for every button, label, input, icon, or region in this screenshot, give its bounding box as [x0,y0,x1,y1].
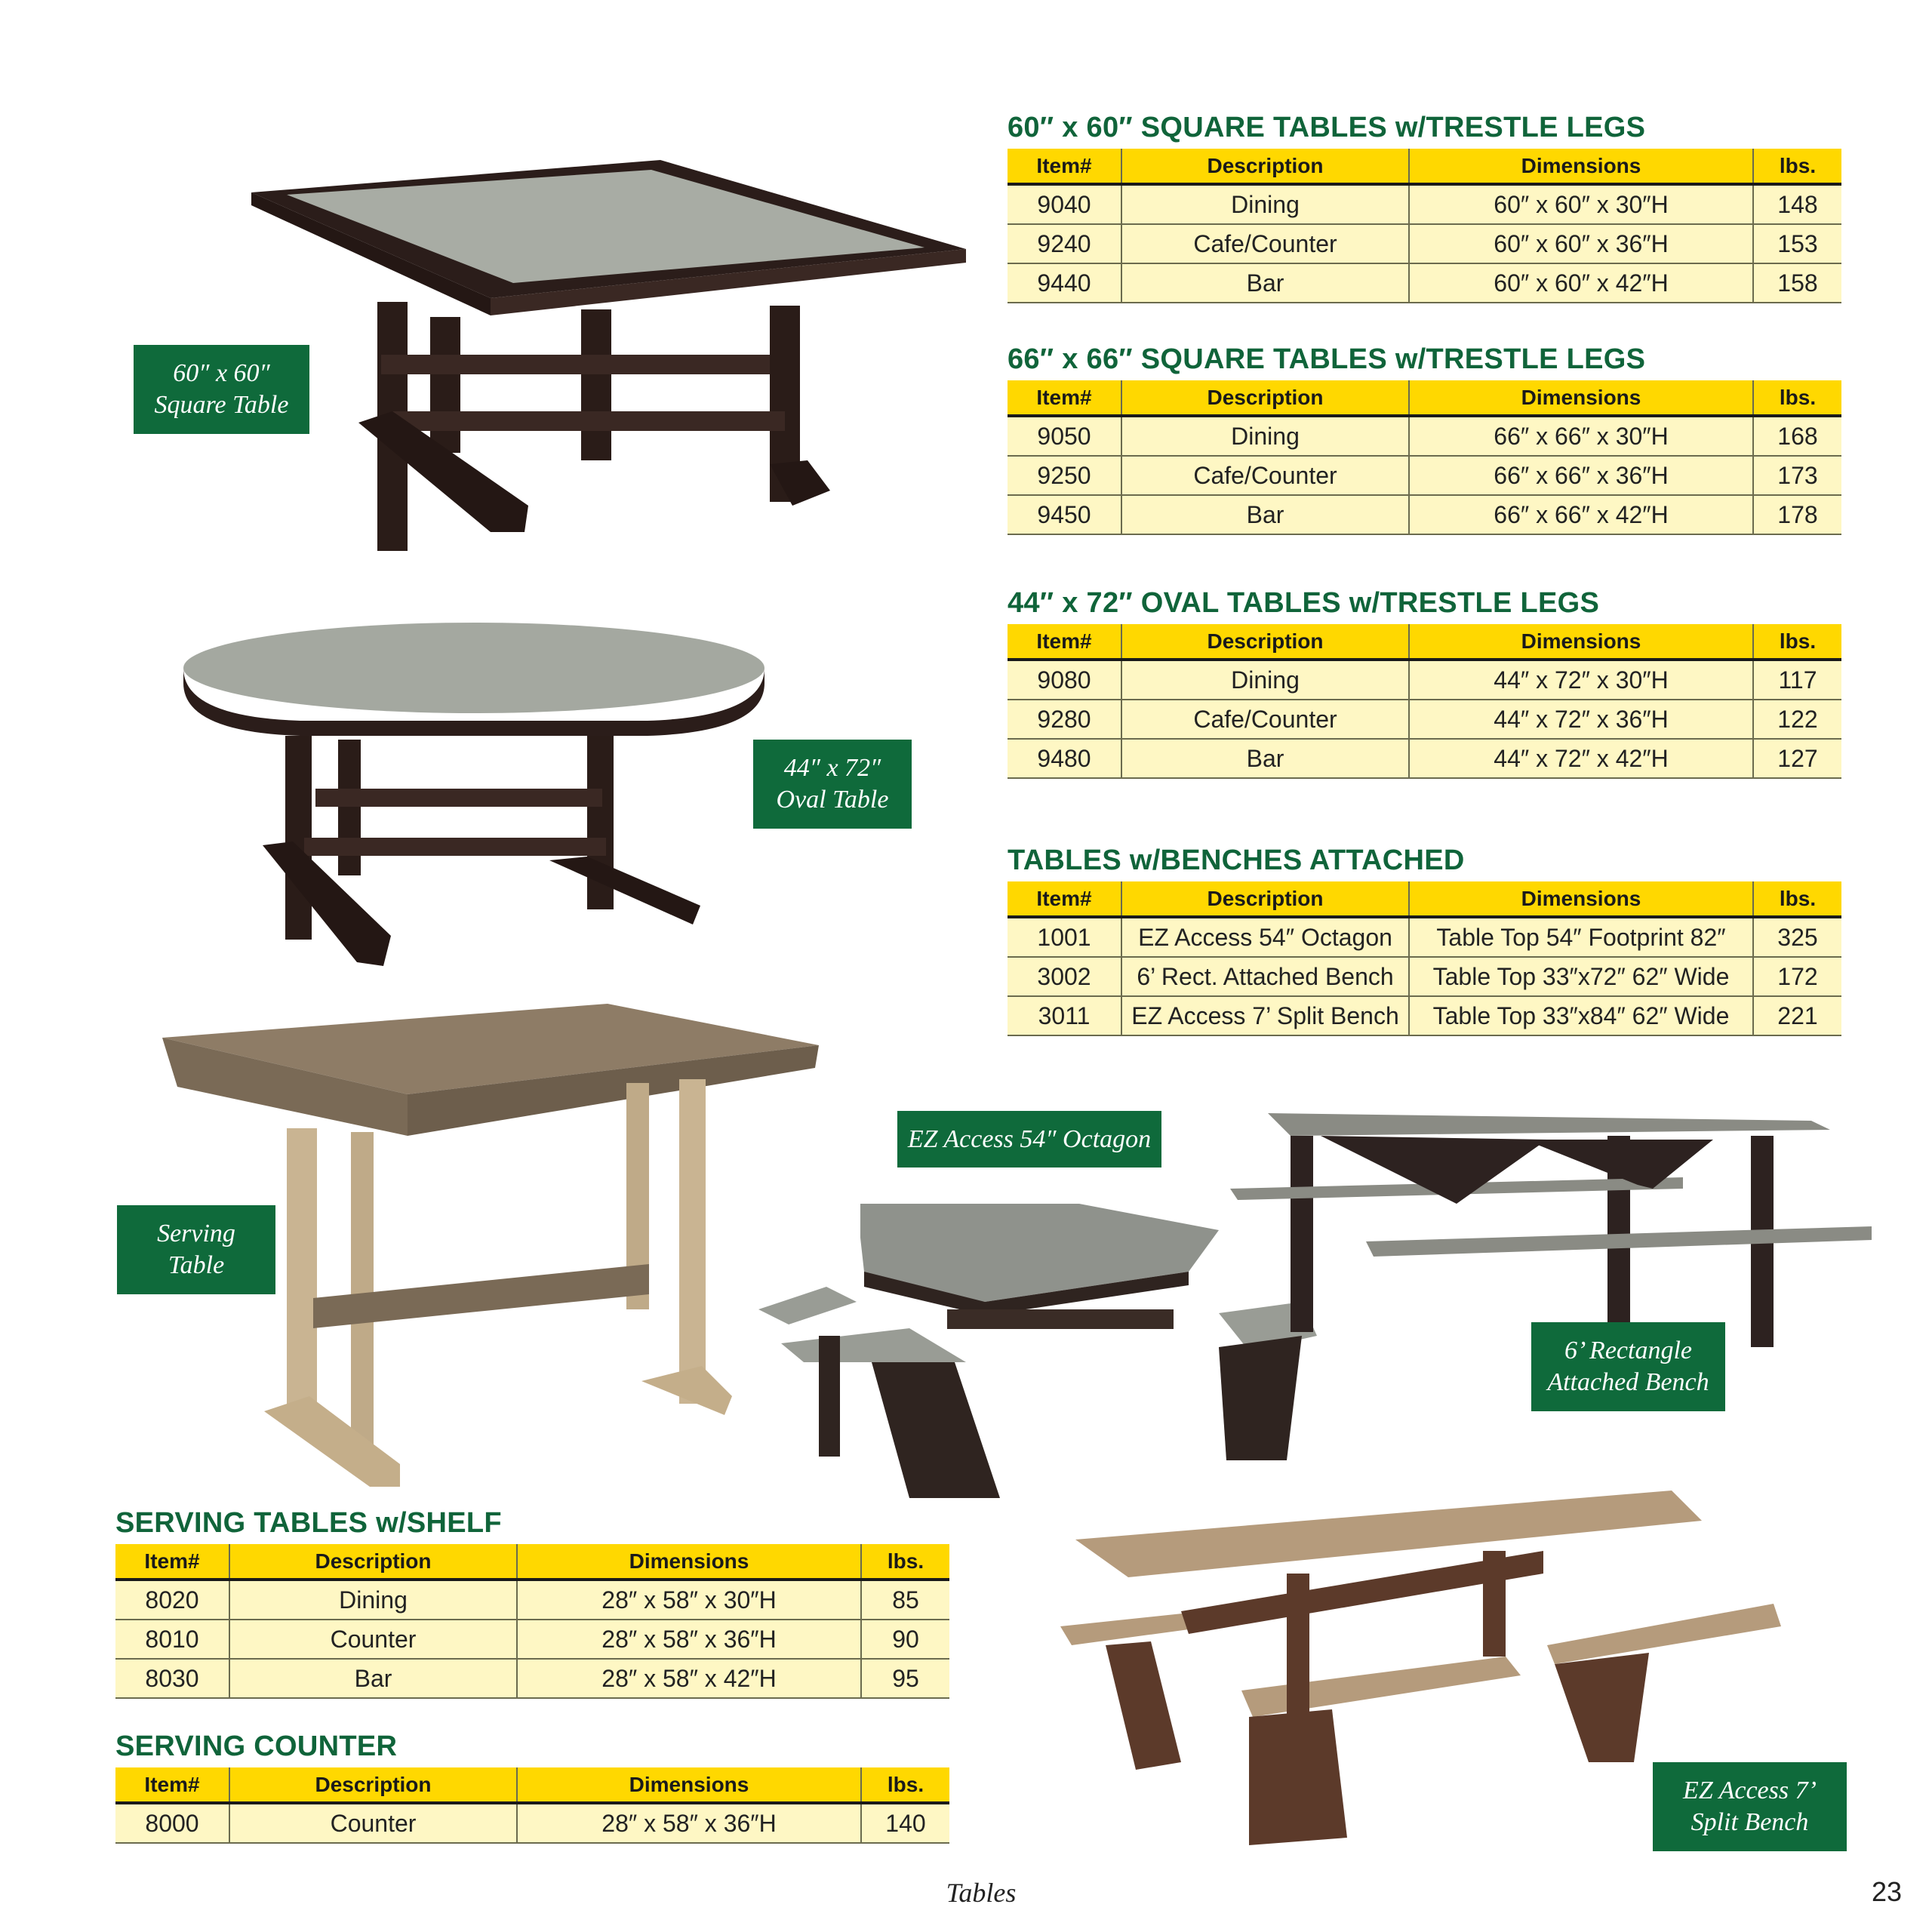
table-row [1008,416,1841,456]
description-cell: Bar [1121,495,1409,534]
item-header: Item# [115,1544,229,1580]
caption-square-table [134,345,309,434]
caption-line: Square Table [154,391,289,419]
item-header: Item# [1008,380,1121,416]
spec-table [1008,380,1841,535]
dimensions-cell: 66″ x 66″ x 36″H [1409,456,1753,495]
item-number-cell: 9480 [1008,739,1121,778]
dimensions-header: Dimensions [1409,881,1753,917]
item-number-cell: 9280 [1008,700,1121,739]
weight-cell: 173 [1753,456,1841,495]
table-row [115,1620,949,1659]
table-row [1008,957,1841,996]
item-header: Item# [1008,149,1121,184]
item-number-cell: 3002 [1008,957,1121,996]
section-benches-attached [1008,840,1841,1036]
table-header-row [115,1544,949,1580]
item-number-cell: 3011 [1008,996,1121,1035]
dimensions-cell: 28″ x 58″ x 36″H [517,1620,861,1659]
caption-line: Attached Bench [1547,1368,1709,1396]
item-number-cell: 9450 [1008,495,1121,534]
dimensions-cell: 28″ x 58″ x 36″H [517,1803,861,1843]
table-row [1008,917,1841,957]
table-header-row [1008,881,1841,917]
item-header: Item# [115,1767,229,1803]
section-title: SERVING COUNTER [115,1730,398,1762]
caption-line: Split Bench [1690,1808,1809,1836]
section-square-60 [1008,107,1841,303]
lbs-header: lbs. [861,1544,949,1580]
page-number: 23 [1871,1876,1902,1907]
description-cell: Bar [1121,263,1409,303]
table-row [1008,184,1841,224]
table-header-row [1008,149,1841,184]
caption-octagon [897,1111,1161,1168]
weight-cell: 153 [1753,224,1841,263]
lbs-header: lbs. [1753,624,1841,660]
dimensions-header: Dimensions [1409,149,1753,184]
dimensions-cell: 44″ x 72″ x 30″H [1409,660,1753,700]
oval-table-photo [180,619,776,974]
dimensions-header: Dimensions [1409,624,1753,660]
dimensions-cell: 28″ x 58″ x 30″H [517,1580,861,1620]
caption-line: EZ Access 54″ Octagon [907,1124,1152,1153]
description-cell: Counter [229,1620,517,1659]
weight-cell: 140 [861,1803,949,1843]
description-cell: Dining [1121,416,1409,456]
caption-line: Oval Table [776,786,889,814]
description-cell: Dining [1121,660,1409,700]
weight-cell: 122 [1753,700,1841,739]
square-table-photo [242,151,974,574]
caption-line: Table [168,1251,225,1279]
caption-split-bench [1653,1762,1847,1851]
table-row [1008,224,1841,263]
weight-cell: 325 [1753,917,1841,957]
caption-rectangle-bench [1531,1322,1725,1411]
item-header: Item# [1008,624,1121,660]
description-cell: Bar [1121,739,1409,778]
caption-line: 44″ x 72″ [783,754,881,782]
dimensions-cell: 60″ x 60″ x 36″H [1409,224,1753,263]
table-row [115,1803,949,1843]
weight-cell: 90 [861,1620,949,1659]
section-square-66 [1008,339,1841,535]
description-cell: Cafe/Counter [1121,456,1409,495]
weight-cell: 158 [1753,263,1841,303]
table-row [1008,996,1841,1035]
caption-line: Serving [157,1220,235,1247]
table-row [115,1659,949,1698]
dimensions-cell: 28″ x 58″ x 42″H [517,1659,861,1698]
section-serving-tables [115,1503,949,1699]
lbs-header: lbs. [861,1767,949,1803]
table-header-row [1008,624,1841,660]
item-number-cell: 8000 [115,1803,229,1843]
description-cell: Cafe/Counter [1121,700,1409,739]
dimensions-cell: 44″ x 72″ x 42″H [1409,739,1753,778]
description-header: Description [229,1544,517,1580]
table-header-row [115,1767,949,1803]
caption-serving-table [117,1205,275,1294]
description-cell: Cafe/Counter [1121,224,1409,263]
table-header-row [1008,380,1841,416]
item-number-cell: 9050 [1008,416,1121,456]
caption-line: EZ Access 7’ [1683,1777,1817,1804]
description-header: Description [1121,380,1409,416]
description-cell: EZ Access 54″ Octagon [1121,917,1409,957]
weight-cell: 172 [1753,957,1841,996]
item-number-cell: 8030 [115,1659,229,1698]
description-cell: Bar [229,1659,517,1698]
section-serving-counter [115,1726,949,1844]
dimensions-header: Dimensions [1409,380,1753,416]
weight-cell: 85 [861,1580,949,1620]
item-number-cell: 9440 [1008,263,1121,303]
dimensions-cell: 66″ x 66″ x 42″H [1409,495,1753,534]
table-row [1008,495,1841,534]
description-header: Description [1121,881,1409,917]
section-title: TABLES w/BENCHES ATTACHED [1008,844,1465,876]
section-oval-44x72 [1008,583,1841,779]
table-row [1008,739,1841,778]
lbs-header: lbs. [1753,149,1841,184]
item-number-cell: 1001 [1008,917,1121,957]
description-cell: 6’ Rect. Attached Bench [1121,957,1409,996]
lbs-header: lbs. [1753,380,1841,416]
description-cell: Dining [1121,184,1409,224]
table-row [115,1580,949,1620]
spec-table [1008,624,1841,779]
weight-cell: 127 [1753,739,1841,778]
dimensions-cell: 66″ x 66″ x 30″H [1409,416,1753,456]
weight-cell: 178 [1753,495,1841,534]
spec-table [115,1767,949,1844]
weight-cell: 148 [1753,184,1841,224]
dimensions-cell: Table Top 33″x72″ 62″ Wide [1409,957,1753,996]
table-row [1008,660,1841,700]
dimensions-cell: 60″ x 60″ x 42″H [1409,263,1753,303]
weight-cell: 221 [1753,996,1841,1035]
caption-oval-table [753,740,912,829]
caption-line: 6’ Rectangle [1564,1337,1692,1364]
item-number-cell: 9250 [1008,456,1121,495]
dimensions-cell: Table Top 33″x84″ 62″ Wide [1409,996,1753,1035]
item-header: Item# [1008,881,1121,917]
description-cell: EZ Access 7’ Split Bench [1121,996,1409,1035]
description-cell: Dining [229,1580,517,1620]
table-row [1008,263,1841,303]
dimensions-cell: Table Top 54″ Footprint 82″ [1409,917,1753,957]
weight-cell: 95 [861,1659,949,1698]
section-title: 66″ x 66″ SQUARE TABLES w/TRESTLE LEGS [1008,343,1646,375]
section-title: SERVING TABLES w/SHELF [115,1507,502,1539]
footer-title: Tables [946,1878,1017,1908]
table-row [1008,700,1841,739]
dimensions-header: Dimensions [517,1544,861,1580]
item-number-cell: 9240 [1008,224,1121,263]
table-row [1008,456,1841,495]
weight-cell: 117 [1753,660,1841,700]
spec-table [1008,881,1841,1036]
item-number-cell: 8020 [115,1580,229,1620]
lbs-header: lbs. [1753,881,1841,917]
description-header: Description [1121,149,1409,184]
description-cell: Counter [229,1803,517,1843]
item-number-cell: 9040 [1008,184,1121,224]
description-header: Description [229,1767,517,1803]
dimensions-cell: 60″ x 60″ x 30″H [1409,184,1753,224]
item-number-cell: 8010 [115,1620,229,1659]
item-number-cell: 9080 [1008,660,1121,700]
description-header: Description [1121,624,1409,660]
weight-cell: 168 [1753,416,1841,456]
section-title: 44″ x 72″ OVAL TABLES w/TRESTLE LEGS [1008,587,1600,619]
section-title: 60″ x 60″ SQUARE TABLES w/TRESTLE LEGS [1008,112,1646,143]
dimensions-cell: 44″ x 72″ x 36″H [1409,700,1753,739]
spec-table [115,1544,949,1699]
dimensions-header: Dimensions [517,1767,861,1803]
caption-line: 60″ x 60″ [173,359,270,387]
spec-table [1008,149,1841,303]
